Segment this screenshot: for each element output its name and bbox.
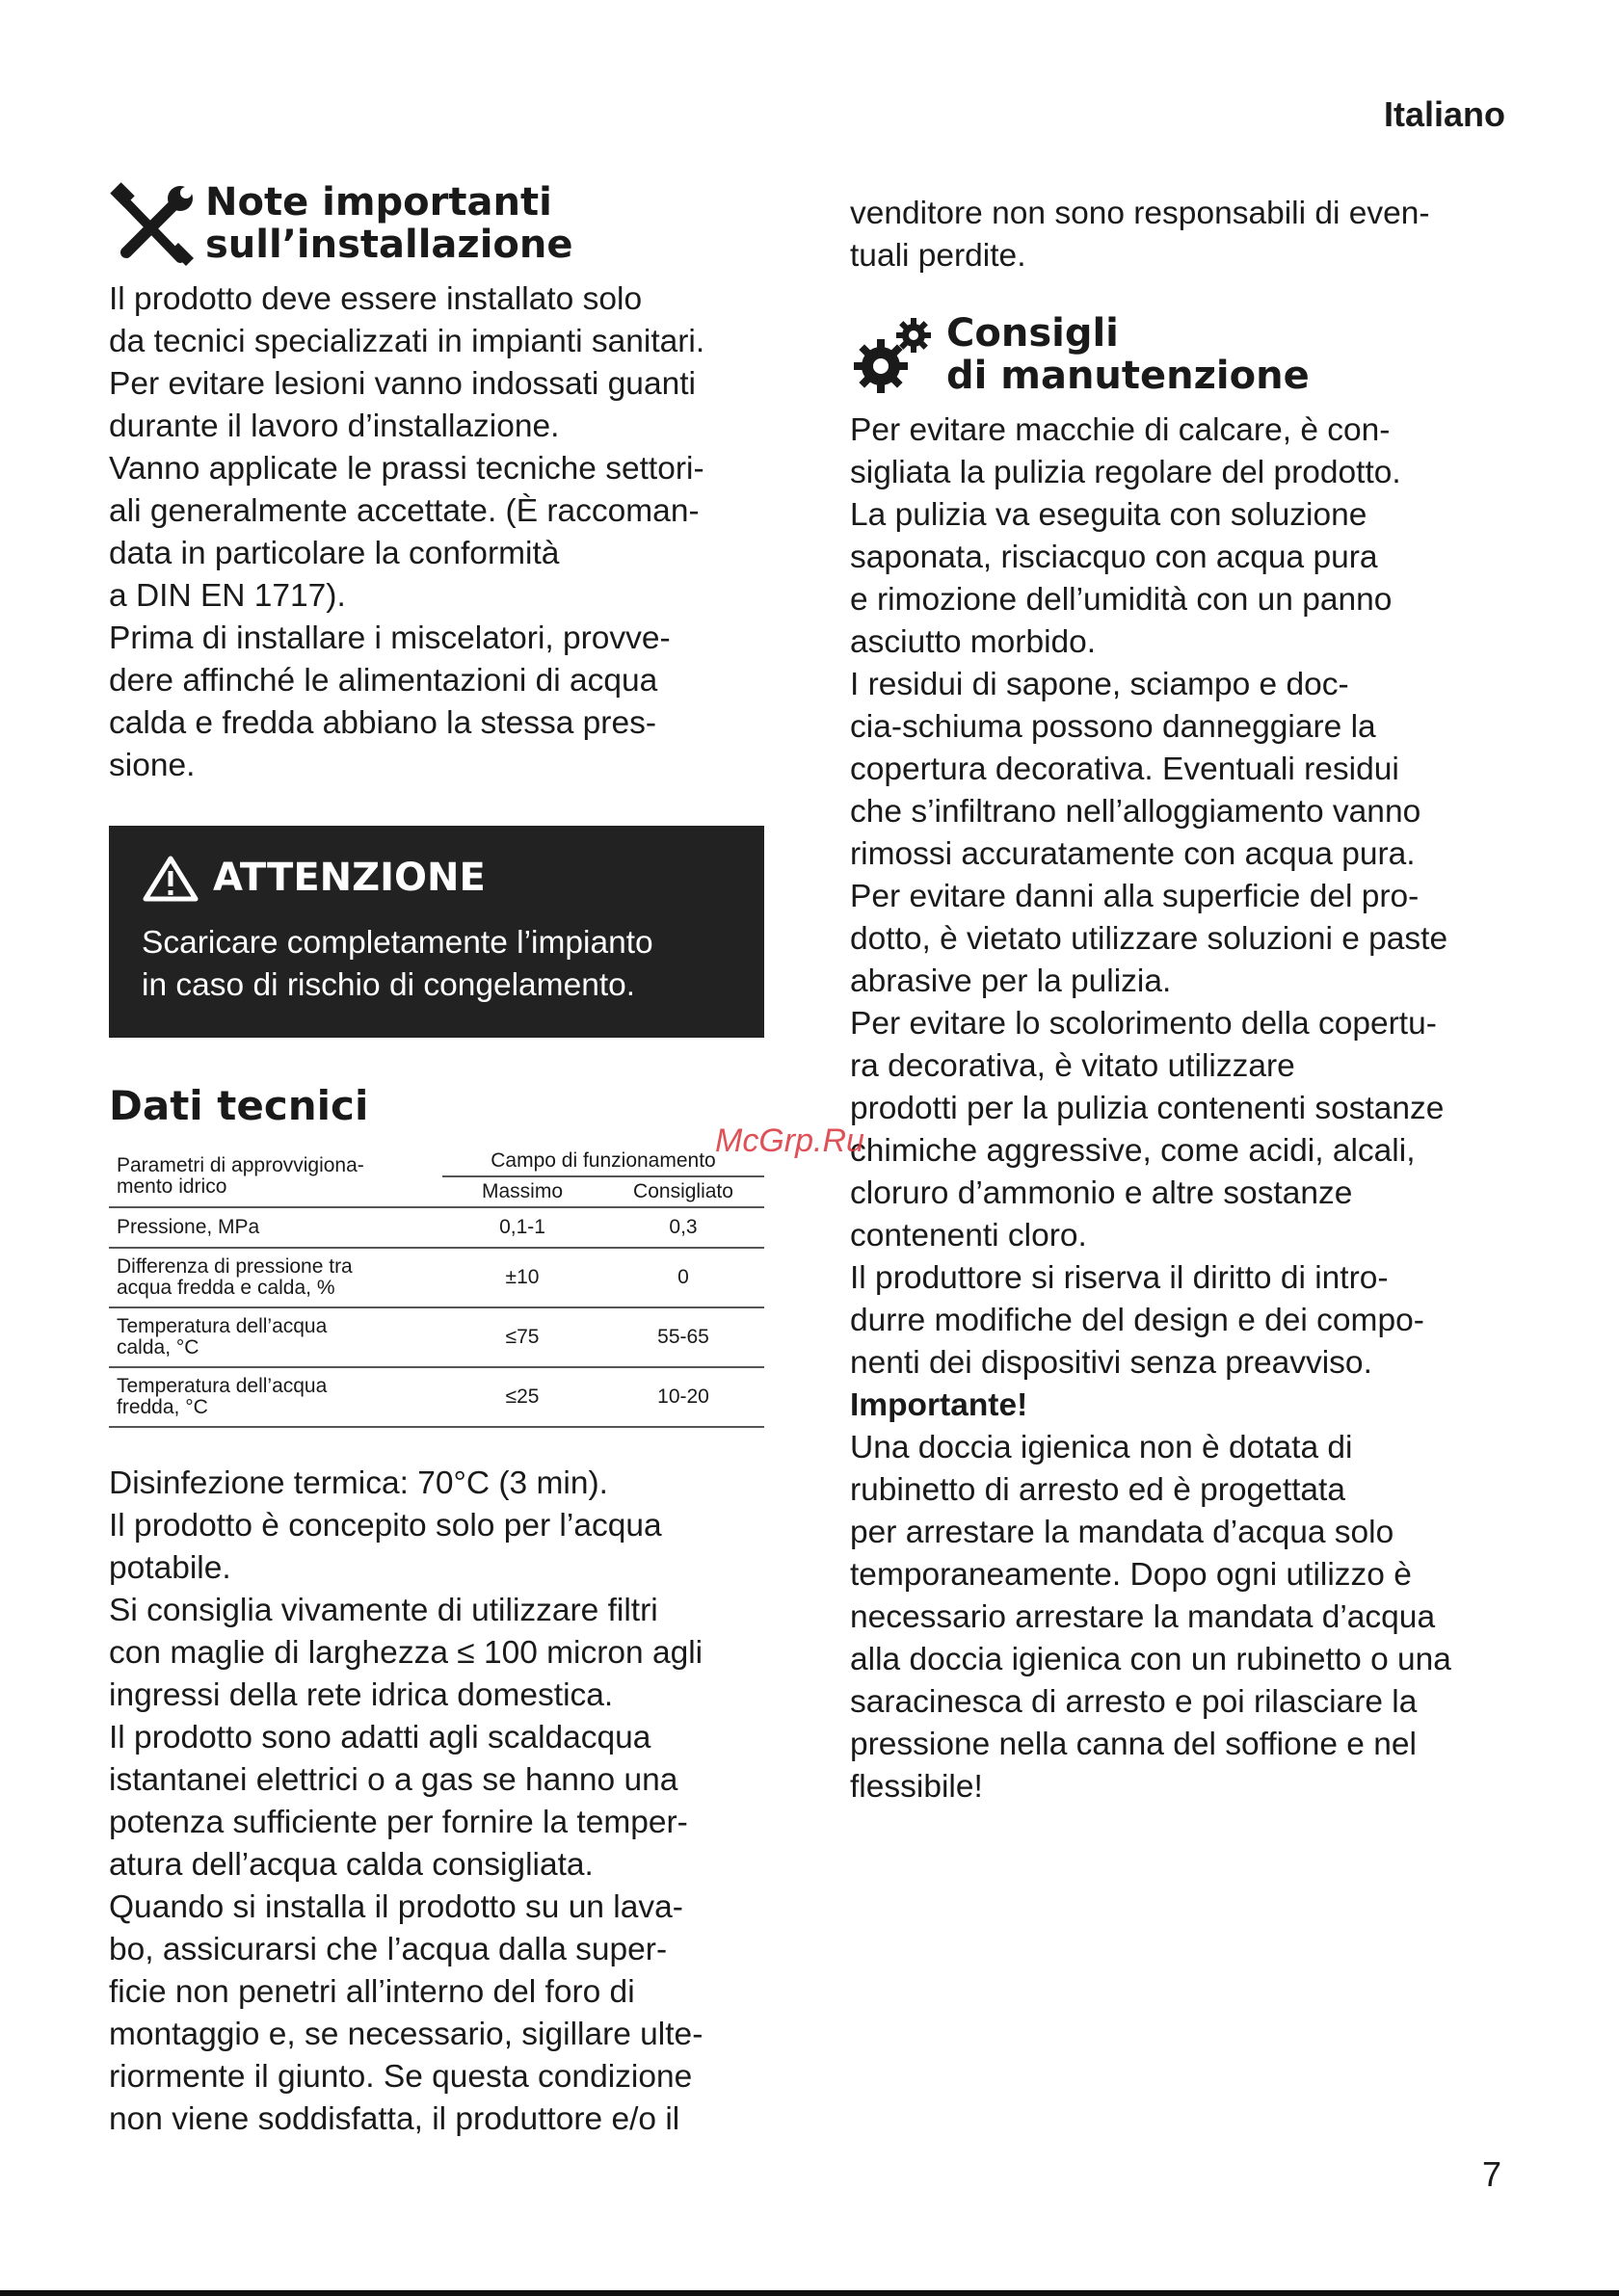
- tech-line: potabile.: [109, 1550, 231, 1586]
- maint-line: asciutto morbido.: [850, 624, 1097, 660]
- rec-cell: 10-20: [602, 1367, 764, 1427]
- maint-line: chimiche aggressive, come acidi, alcali,: [850, 1133, 1416, 1169]
- maint-line: cia-schiuma possono danneggiare la: [850, 709, 1376, 745]
- table-row: [109, 1307, 764, 1367]
- important-line: necessario arrestare la mandata d’acqua: [850, 1599, 1436, 1635]
- rec-cell: 0,3: [602, 1207, 764, 1248]
- install-heading: [109, 181, 764, 275]
- range-header: Campo di funzionamento: [442, 1147, 764, 1176]
- important-line: alla doccia igienica con un rubinetto o una: [850, 1642, 1451, 1677]
- col-max-header: Massimo: [442, 1176, 602, 1207]
- important-label: Importante!: [850, 1387, 1028, 1423]
- max-cell: ±10: [442, 1248, 602, 1307]
- max-cell: ≤25: [442, 1367, 602, 1427]
- maint-line: ra decorativa, è vitato utilizzare: [850, 1048, 1295, 1084]
- tech-line: Disinfezione termica: 70°C (3 min).: [109, 1465, 608, 1501]
- maint-line: Per evitare lo scolorimento della copertu-: [850, 1006, 1437, 1042]
- install-line: sione.: [109, 748, 196, 783]
- tech-line: riormente il giunto. Se questa condizione: [109, 2059, 693, 2095]
- maint-line: I residui di sapone, sciampo e doc-: [850, 667, 1349, 702]
- language-label: Italiano: [1383, 94, 1505, 134]
- table-row: [109, 1207, 764, 1248]
- col-rec-header: Consigliato: [602, 1176, 764, 1207]
- maint-line: sigliata la pulizia regolare del prodotto.: [850, 455, 1401, 490]
- install-title-line2: sull’installazione: [205, 223, 573, 267]
- rec-cell: 0: [602, 1248, 764, 1307]
- table-row: [109, 1367, 764, 1427]
- table-row: [109, 1248, 764, 1307]
- tech-body: [109, 1463, 764, 2141]
- rec-cell: 55-65: [602, 1307, 764, 1367]
- maint-line: durre modifiche del design e dei compo-: [850, 1303, 1424, 1338]
- tech-line: atura dell’acqua calda consigliata.: [109, 1847, 594, 1883]
- install-title-line1: Note importanti: [205, 180, 552, 224]
- install-line: calda e fredda abbiano la stessa pres-: [109, 705, 656, 741]
- important-line: saracinesca di arresto e poi rilasciare la: [850, 1684, 1418, 1720]
- max-cell: ≤75: [442, 1307, 602, 1367]
- maint-line: rimossi accuratamente con acqua pura.: [850, 836, 1416, 872]
- maint-line: Il produttore si riserva il diritto di intro-: [850, 1260, 1389, 1296]
- important-line: pressione nella canna del soffione e nel: [850, 1727, 1417, 1762]
- maint-line: copertura decorativa. Eventuali residui: [850, 752, 1399, 787]
- maint-line: nenti dei dispositivi senza preavviso.: [850, 1345, 1372, 1381]
- maint-line: Per evitare macchie di calcare, è con-: [850, 412, 1391, 448]
- page-number: 7: [1482, 2154, 1502, 2194]
- important-line: temporaneamente. Dopo ogni utilizzo è: [850, 1557, 1412, 1593]
- maint-title-line2: di manutenzione: [946, 354, 1310, 398]
- tech-line: Si consiglia vivamente di utilizzare filtri: [109, 1593, 658, 1628]
- right-line: tuali perdite.: [850, 238, 1026, 274]
- important-line: Una doccia igienica non è dotata di: [850, 1430, 1353, 1465]
- maint-body: [850, 409, 1515, 1808]
- maint-line: prodotti per la pulizia contenenti sostanze: [850, 1091, 1445, 1126]
- tech-line: con maglie di larghezza ≤ 100 micron agli: [109, 1635, 703, 1671]
- install-line: Vanno applicate le prassi tecniche settori-: [109, 451, 704, 487]
- maint-line: saponata, risciacquo con acqua pura: [850, 540, 1378, 575]
- bottom-rule: [0, 2290, 1619, 2296]
- watermark: McGrp.Ru: [715, 1122, 864, 1159]
- maint-line: contenenti cloro.: [850, 1218, 1087, 1254]
- warning-line1: Scaricare completamente l’impianto: [142, 925, 653, 961]
- important-line: per arrestare la mandata d’acqua solo: [850, 1515, 1394, 1550]
- max-cell: 0,1-1: [442, 1207, 602, 1248]
- tech-table: [109, 1147, 764, 1428]
- tech-line: Il prodotto sono adatti agli scaldacqua: [109, 1720, 651, 1755]
- continued-text: [850, 193, 1515, 277]
- tech-line: non viene soddisfatta, il produttore e/o il: [109, 2101, 680, 2137]
- important-line: rubinetto di arresto ed è progettata: [850, 1472, 1345, 1508]
- warning-line2: in caso di rischio di congelamento.: [142, 967, 636, 1003]
- maint-title-line1: Consigli: [946, 311, 1119, 356]
- right-column: [850, 0, 1515, 1808]
- maint-line: Per evitare danni alla superficie del pro-: [850, 879, 1420, 914]
- tech-line: potenza sufficiente per fornire la temper-: [109, 1805, 688, 1840]
- install-line: da tecnici specializzati in impianti sanitari.: [109, 324, 705, 359]
- tech-line: ficie non penetri all’interno del foro di: [109, 1974, 635, 2010]
- warning-title: ATTENZIONE: [213, 856, 486, 900]
- left-column: [109, 0, 764, 2141]
- tech-line: Quando si installa il prodotto su un lava-: [109, 1889, 683, 1925]
- install-line: ali generalmente accettate. (È raccoman-: [109, 493, 700, 529]
- install-line: durante il lavoro d’installazione.: [109, 409, 560, 444]
- tools-icon: [109, 181, 205, 275]
- warning-triangle-icon: [142, 855, 199, 901]
- install-line: dere affinché le alimentazioni di acqua: [109, 663, 658, 699]
- install-line: Per evitare lesioni vanno indossati guanti: [109, 366, 696, 402]
- tech-line: ingressi della rete idrica domestica.: [109, 1677, 614, 1713]
- gears-icon: [850, 312, 946, 406]
- install-line: data in particolare la conformità: [109, 536, 560, 571]
- tech-line: Il prodotto è concepito solo per l’acqua: [109, 1508, 662, 1544]
- param-cell: Differenza di pressione tra acqua fredda e calda, %: [109, 1248, 442, 1307]
- param-cell: Pressione, MPa: [109, 1207, 442, 1248]
- maint-line: La pulizia va eseguita con soluzione: [850, 497, 1367, 533]
- install-line: a DIN EN 1717).: [109, 578, 346, 614]
- param-cell: Temperatura dell’acqua fredda, °C: [109, 1367, 442, 1427]
- maint-line: cloruro d’ammonio e altre sostanze: [850, 1175, 1353, 1211]
- maint-line: dotto, è vietato utilizzare soluzioni e paste: [850, 921, 1448, 957]
- tech-line: montaggio e, se necessario, sigillare ulte-: [109, 2017, 703, 2052]
- install-line: Prima di installare i miscelatori, provve-: [109, 620, 671, 656]
- tech-line: bo, assicurarsi che l’acqua dalla super-: [109, 1932, 668, 1967]
- warning-box: [109, 826, 764, 1038]
- install-body: [109, 278, 764, 787]
- right-line: venditore non sono responsabili di even-: [850, 196, 1430, 231]
- param-header: Parametri di approvvigiona- mento idrico: [109, 1147, 442, 1207]
- maint-line: e rimozione dell’umidità con un panno: [850, 582, 1393, 618]
- maint-line: che s’infiltrano nell’alloggiamento vanno: [850, 794, 1421, 830]
- warning-heading: [142, 855, 731, 901]
- important-line: flessibile!: [850, 1769, 983, 1805]
- param-cell: Temperatura dell’acqua calda, °C: [109, 1307, 442, 1367]
- tech-title: Dati tecnici: [109, 1082, 369, 1129]
- install-line: Il prodotto deve essere installato solo: [109, 281, 643, 317]
- maint-line: abrasive per la pulizia.: [850, 963, 1172, 999]
- tech-line: istantanei elettrici o a gas se hanno una: [109, 1762, 678, 1798]
- maint-heading: [850, 312, 1515, 406]
